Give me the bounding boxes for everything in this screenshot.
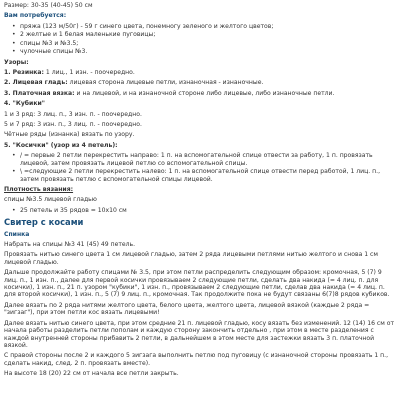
density-heading: Плотность вязания: bbox=[4, 186, 74, 194]
pattern-text: 1 лиц., 1 изн. - поочередно. bbox=[45, 68, 135, 76]
materials-item: • чулочные спицы №3. bbox=[20, 48, 396, 55]
paragraph: Набрать на спицы №3 41 (45) 49 петель. bbox=[4, 240, 136, 248]
pattern-label: 1. Резинка: bbox=[4, 68, 44, 76]
paragraph: На высоте 18 (20) 22 см от начала все петли закрыть. bbox=[4, 370, 179, 378]
density-line: спицы №3.5 лицевой гладью bbox=[4, 196, 97, 204]
materials-heading: Вам потребуется: bbox=[4, 12, 67, 20]
materials-item: • пряжа (123 м/50г) - 59 г синего цвета, понемногу зеленого и желтого цветов; bbox=[20, 23, 396, 30]
density-item: • 25 петель и 35 рядов = 10х10 см bbox=[20, 207, 396, 214]
braid-list bbox=[4, 152, 396, 183]
cubes-row: 1 и 3 ряд: 3 лиц. п., 3 изн. п. - поочередно. bbox=[4, 110, 142, 118]
braid-heading: 5. "Косички" (узор из 4 петель): bbox=[4, 141, 118, 149]
pattern-stockinette bbox=[4, 79, 396, 86]
size-line: Размер: 30-35 (40-45) 50 см bbox=[4, 2, 93, 9]
cubes-row: 5 и 7 ряд: 3 изн. п., 3 лиц. п. - поочередно. bbox=[4, 121, 142, 129]
subsection-title: Спинка bbox=[4, 230, 30, 238]
materials-list bbox=[4, 23, 396, 56]
pattern-label: 4. "Кубики" bbox=[4, 100, 45, 108]
pattern-ribbing bbox=[4, 69, 396, 76]
paragraph: С правой стороны после 2 и каждого 5 зигзага выполнить петлю под пуговицу (с изнаночной стороны провязать 1 п., сделать накид, след. 2 п. провязать вместе). bbox=[4, 352, 389, 367]
paragraph: Далее вязать по 2 ряда нитями желтого цвета, белого цвета, желтого цвета, лицевой вязкой (каждые 2 ряда = "зигзаг"), при этом петли кос вязать лицевыми! bbox=[4, 301, 370, 317]
braid-item: • \ =следующие 2 петли перекрестить налево: 1 п. на вспомогательной спице отвести перед работой, 1 лиц. п., затем провязать петлю с вспомогательной спицы лицевой. bbox=[20, 168, 396, 183]
patterns-heading: Узоры: bbox=[4, 58, 29, 66]
materials-item: • 2 желтые и 1 белая маленькие пуговицы; bbox=[20, 31, 396, 38]
pattern-text: и на лицевой, и на изнаночной стороне либо лицевые, либо изнаночные петли. bbox=[76, 89, 335, 97]
paragraph: Далее вязать нитью синего цвета, при этом средние 21 п. лицевой гладью, косу вязать без изменений. 12 (14) 16 см от начала работы разделить петли пополам и каждую сторону закончить отдельно , при этом в месте разделения с каждой внутренней стороны прибавить 2 петли, в дальнейшем в этом месте для застежки вязать 3 п. платочной вязкой. bbox=[4, 319, 395, 350]
paragraph: Провязать нитью синего цвета 1 см лицевой гладью, затем 2 ряда лицевыми петлями нитью желтого и снова 1 см лицевой гладью. bbox=[4, 251, 379, 266]
pattern-cubes bbox=[4, 100, 396, 107]
paragraph: Дальше продолжайте работу спицами № 3.5, при этом петли распределить следующим образом: кромочная, 5 (7) 9 лиц. п., 1 изн. п., далее для первой косички провязываем 2 следующие петли, сделать два накида (= 4 лиц. п. для косички), 1 изн. п., 21 п. узором "кубики", 1 изн. п., провязываем 2 следующие петли, сделав два накида (= 4 лиц. п. для второй косички), 1 изн. п., 5 (7) 9 лиц. п., кромочная. Так продолжите пока не будут связаны 6(7)8 рядов кубиков. bbox=[4, 269, 390, 299]
density-list bbox=[4, 207, 396, 214]
pattern-garter bbox=[4, 90, 396, 97]
braid-item: • / = первые 2 петли перекрестить направо: 1 п. на вспомогательной спице отвести за работу, 1 п. провязать лицевой, затем провязать лицевой петлю со вспомогательной спицы. bbox=[20, 152, 396, 167]
pattern-text: лицевая сторона лицевые петли, изнаночная - изнаночные. bbox=[69, 79, 264, 87]
section-title: Свитер с косами bbox=[4, 217, 84, 228]
materials-item: • спицы №3 и №3.5; bbox=[20, 40, 396, 47]
cubes-row: Чётные ряды (изнанка) вязать по узору. bbox=[4, 131, 135, 139]
pattern-label: 3. Платочная вязка: bbox=[4, 89, 75, 97]
pattern-label: 2. Лицевая гладь: bbox=[4, 79, 68, 87]
